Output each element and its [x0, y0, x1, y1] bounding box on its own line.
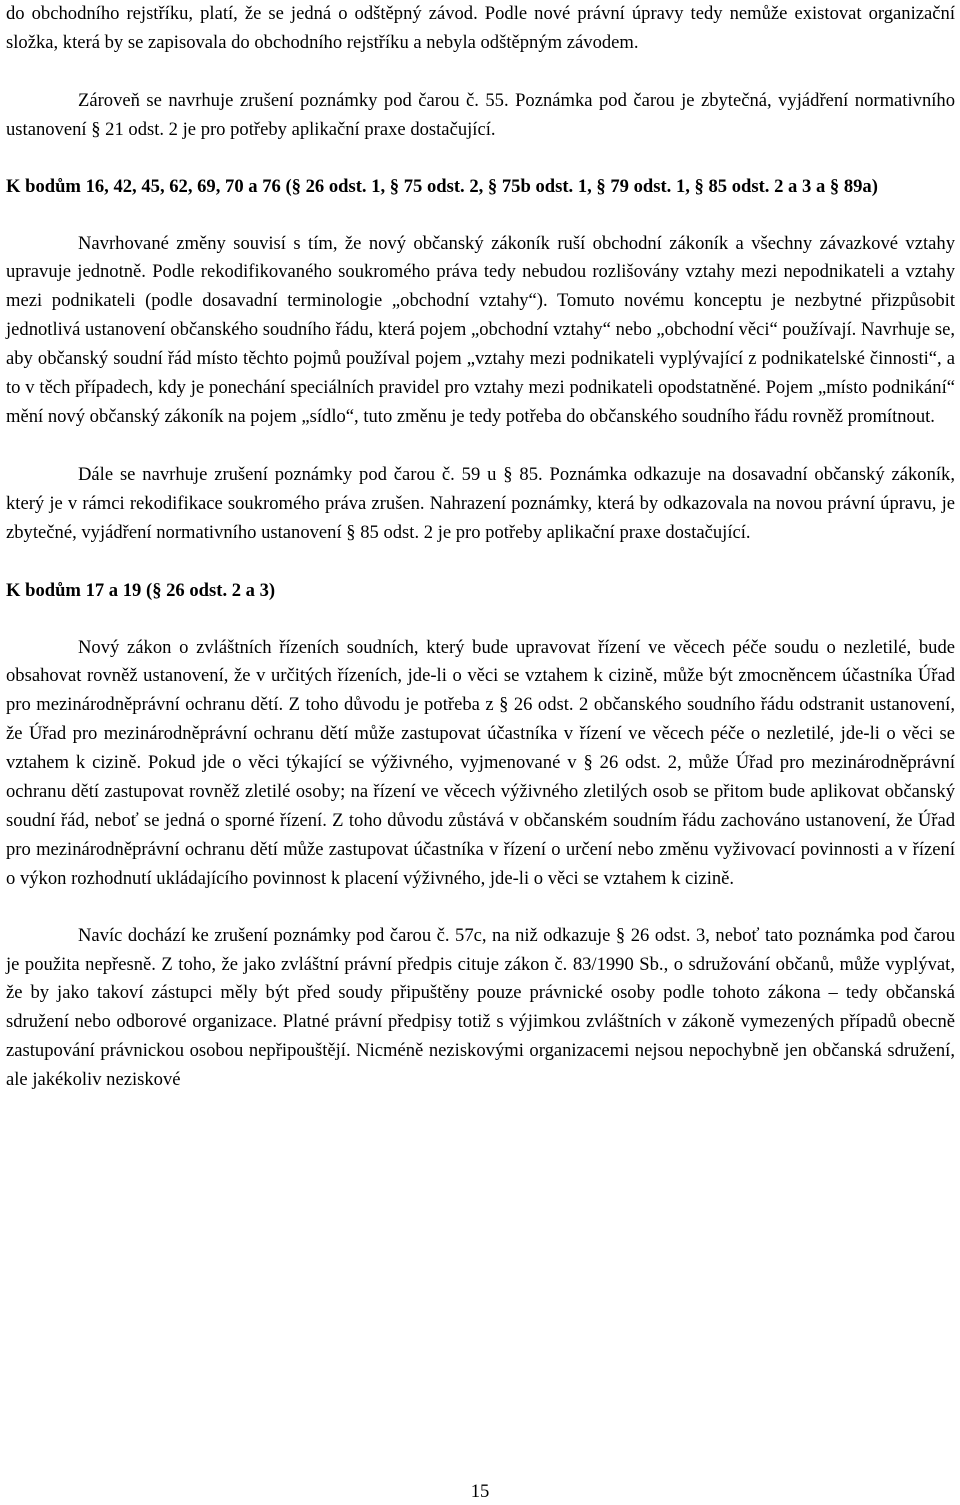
section-heading-body-17: K bodům 17 a 19 (§ 26 odst. 2 a 3): [6, 579, 276, 601]
paragraph-obchodni-vztahy: Navrhované změny souvisí s tím, že nový občanský zákoník ruší obchodní zákoník a všechny závazkové vztahy upravuje jednotně. Podle rekodifikovaného soukromého práva tedy nebudou rozlišovány vztahy mezi nepodnikateli a vztahy mezi podnikateli (podle dosavadní terminologie „obchodní vztahy“). Tomuto novému konceptu je nezbytné přizpůsobit jednotlivá ustanovení občanského soudního řádu, která pojem „obchodní vztahy“ nebo „obchodní věci“ používají. Navrhuje se, aby občanský soudní řád místo těchto pojmů používal pojem „vztahy mezi podnikateli vyplývající z podnikatelské činnosti“, a to v těch případech, kdy je ponechání speciálních pravidel pro vztahy mezi podnikateli opodstatněné. Pojem „místo podnikání“ mění nový občanský zákoník na pojem „sídlo“, tuto změnu je tedy potřeba do občanského soudního řádu rovněž promítnout.: [6, 232, 955, 427]
page-body: [6, 0, 955, 1095]
paragraph-poznamka-59: Dále se navrhuje zrušení poznámky pod čarou č. 59 u § 85. Poznámka odkazuje na dosavadní občanský zákoník, který je v rámci rekodifikace soukromého práva zrušen. Nahrazení poznámky, která by odkazovala na novou právní úpravu, je zbytečné, vyjádření normativního ustanovení § 85 odst. 2 je pro potřeby aplikační praxe dostačující.: [6, 463, 955, 543]
paragraph-poznamka-55: Zároveň se navrhuje zrušení poznámky pod čarou č. 55. Poznámka pod čarou je zbytečná, vyjádření normativního ustanovení § 21 odst. 2 je pro potřeby aplikační praxe dostačující.: [6, 89, 955, 140]
paragraph-odstepny-zavod: do obchodního rejstříku, platí, že se jedná o odštěpný závod. Podle nové právní úpravy tedy nemůže existovat organizační složka, která by se zapisovala do obchodního rejstříku a nebyla odštěpným závodem.: [6, 3, 955, 53]
paragraph-poznamka-57c: Navíc dochází ke zrušení poznámky pod čarou č. 57c, na niž odkazuje § 26 odst. 3, neboť tato poznámka pod čarou je použita nepřesně. Z toho, že jako zvláštní právní předpis cituje zákon č. 83/1990 Sb., o sdružování občanů, může vyplývat, že by jako takoví zástupci měly být před soudy připuštěny pouze právnické osoby podle tohoto zákona – tedy občanská sdružení nebo odborové organizace. Platné právní předpisy totiž s výjimkou zvláštních v zákoně vymezených případů obecně zastupování právnickou osobou nepřipouštějí. Nicméně neziskovými organizacemi nejsou nepochybně jen občanská sdružení, ale jakékoliv neziskové: [6, 924, 955, 1091]
paragraph-urad-ochrana-deti: Nový zákon o zvláštních řízeních soudních, který bude upravovat řízení ve věcech péče soudu o nezletilé, bude obsahovat rovněž ustanovení, že v určitých řízeních, jde-li o věci se vztahem k cizině, může být zmocněncem účastníka Úřad pro mezinárodněprávní ochranu dětí. Z toho důvodu je potřeba z § 26 odst. 2 občanského soudního řádu odstranit ustanovení, že Úřad pro mezinárodněprávní ochranu dětí může zastupovat účastníka v řízení ve věcech péče o nezletilé, jde-li o věci se vztahem k cizině. Pokud jde o věci týkající se výživného, vyjmenované v § 26 odst. 2, může Úřad pro mezinárodněprávní ochranu dětí zastupovat rovněž zletilé osoby; na řízení ve věcech výživného zletilých osob se přitom bude aplikovat občanský soudní řád, neboť se jedná o sporné řízení. Z toho důvodu zůstává v občanském soudním řádu zachováno ustanovení, že Úřad pro mezinárodněprávní ochranu dětí může zastupovat účastníka v řízení o určení nebo změnu vyživovací povinnosti a v řízení o výkon rozhodnutí ukládajícího povinnost k placení výživného, jde-li o věci se vztahem k cizině.: [6, 636, 955, 889]
section-heading-body-16: K bodům 16, 42, 45, 62, 69, 70 a 76 (§ 26 odst. 1, § 75 odst. 2, § 75b odst. 1, § 79 odst. 1, § 85 odst. 2 a 3 a § 89a): [6, 175, 878, 197]
page-number: 15: [470, 1481, 490, 1502]
